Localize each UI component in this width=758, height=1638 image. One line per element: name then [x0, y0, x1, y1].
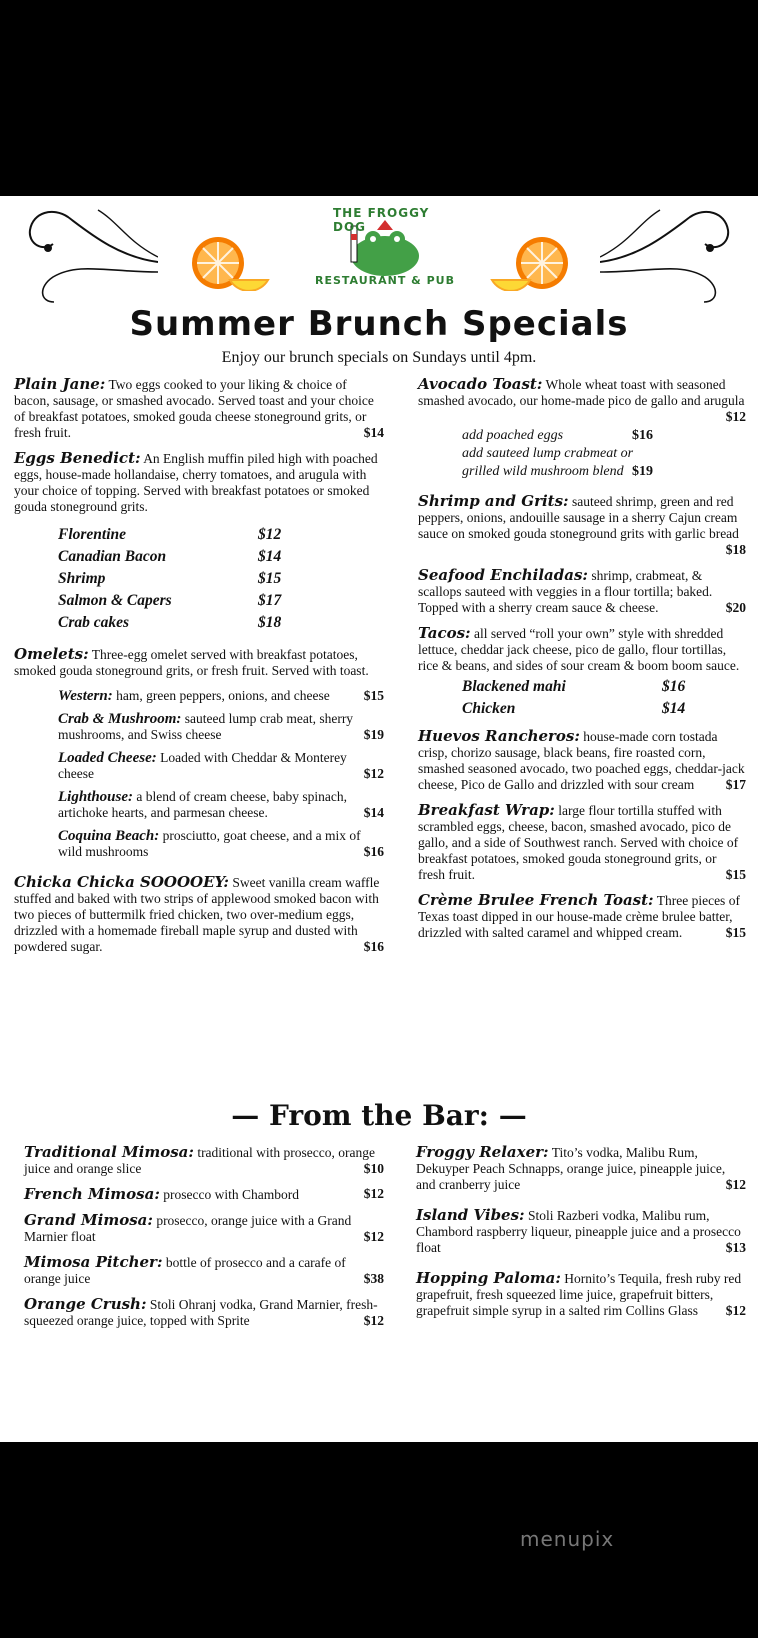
item-description: Sweet vanilla cream waffle stuffed and baked with two strips of applewood smoked bacon with two pieces of buttermilk fried chicken, two over-medium eggs, drizzled with a homemade fireball maple syrup and dusted with powdered sugar.: [14, 875, 380, 954]
option-row: [58, 546, 384, 568]
option-row: [462, 676, 746, 698]
drink-item: [24, 1254, 384, 1287]
option-name: Coquina Beach:: [58, 828, 160, 844]
item-name: Huevos Rancheros:: [418, 727, 580, 745]
drink-description: Tito’s vodka, Malibu Rum, Dekuyper Peach Schnapps, orange juice, pineapple juice, and cranberry juice: [416, 1145, 726, 1192]
option-name: Canadian Bacon: [58, 548, 167, 565]
option-price: $14: [258, 548, 282, 565]
swirl-ornament-left: [8, 202, 158, 312]
drink-price: $13: [725, 1240, 746, 1255]
option-price: $15: [258, 570, 282, 587]
menu-item: [418, 493, 746, 558]
option-row: [58, 612, 384, 634]
item-description: house-made corn tostada crisp, chorizo sausage, black beans, fire roasted corn, smashed seasoned avocado, two poached eggs, cheddar-jack cheese, Pico de Gallo and drizzled with sour cream: [418, 729, 745, 792]
option-price: $12: [258, 526, 282, 543]
orange-slice-icon: [490, 236, 572, 291]
option-price: $12: [363, 766, 384, 781]
drink-description: bottle of prosecco and a carafe of orange juice: [24, 1255, 346, 1286]
swirl-ornament-right: [600, 202, 750, 312]
option-row: [462, 698, 746, 720]
logo-bottom-text: RESTAURANT & PUB: [315, 274, 455, 287]
item-price: $17: [725, 777, 746, 792]
item-price: $12: [725, 409, 746, 424]
drink-description: Hornito’s Tequila, fresh ruby red grapefruit, fresh squeezed lime juice, grapefruit bitters, grapefruit simple syrup in a salted rim Collins Glass: [416, 1271, 742, 1318]
item-description: large flour tortilla stuffed with scrambled eggs, cheese, bacon, smashed avocado, pico de gallo, and a side of Southwest ranch. Served with choice of breakfast potatoes, smoked gouda stoneground grits, or fresh fruit.: [418, 803, 739, 882]
addon-price: $16: [632, 428, 653, 443]
drink-item: [24, 1212, 384, 1245]
item-name: Eggs Benedict:: [14, 449, 141, 467]
item-name: Crème Brulee French Toast:: [418, 891, 654, 909]
drink-description: traditional with prosecco, orange juice and orange slice: [24, 1145, 376, 1176]
menu-item: [418, 376, 746, 425]
drink-name: Hopping Paloma:: [416, 1269, 561, 1287]
option-row: [58, 524, 384, 546]
option-name: Blackened mahi: [462, 678, 566, 695]
drink-price: $12: [363, 1313, 384, 1328]
omelet-option: [58, 688, 384, 704]
option-description: sauteed lump crab meat, sherry mushrooms, and Swiss cheese: [58, 711, 354, 742]
drink-price: $12: [363, 1186, 384, 1201]
item-name: Chicka Chicka SOOOOEY:: [14, 873, 229, 891]
option-name: Chicken: [462, 700, 516, 717]
drink-price: $38: [363, 1271, 384, 1286]
menu-item: [14, 874, 384, 955]
menu-item: [14, 646, 384, 679]
menu-item: [14, 450, 384, 515]
item-name: Seafood Enchiladas:: [418, 566, 588, 584]
orange-slice-icon: [188, 236, 270, 291]
option-description: prosciutto, goat cheese, and a mix of wild mushrooms: [58, 828, 361, 859]
item-description: Three-egg omelet served with breakfast potatoes, smoked gouda stoneground grits, or fresh fruit. Served with toast.: [14, 647, 369, 678]
item-name: Omelets:: [14, 645, 89, 663]
option-name: Shrimp: [58, 570, 106, 587]
option-price: $16: [363, 844, 384, 859]
drink-description: Stoli Ohranj vodka, Grand Marnier, fresh-squeezed orange juice, topped with Sprite: [24, 1297, 378, 1328]
drink-description: prosecco, orange juice with a Grand Marnier float: [24, 1213, 352, 1244]
menu-item: [418, 567, 746, 616]
item-description: sauteed shrimp, green and red peppers, onions, andouille sausage in a sherry Cajun cream sauce on smoked gouda stoneground grits with garlic bread: [418, 494, 739, 541]
watermark: menupix: [520, 1527, 615, 1551]
drink-price: $10: [363, 1161, 384, 1176]
option-name: Lighthouse:: [58, 789, 134, 805]
addon-row: [462, 445, 652, 481]
menu-page: [0, 196, 758, 1442]
left-column: [14, 376, 384, 964]
drink-name: Orange Crush:: [24, 1295, 147, 1313]
option-row: [58, 590, 384, 612]
drink-name: Mimosa Pitcher:: [24, 1253, 163, 1271]
omelet-option: [58, 789, 384, 821]
drink-item: [416, 1144, 746, 1193]
omelet-option: [58, 711, 384, 743]
option-name: Western:: [58, 688, 113, 704]
drink-item: [24, 1296, 384, 1329]
option-price: $18: [258, 614, 282, 631]
item-price: $16: [363, 939, 384, 954]
right-column: [418, 376, 746, 950]
drink-price: $12: [725, 1177, 746, 1192]
item-price: $15: [725, 867, 746, 882]
item-price: $14: [363, 425, 384, 440]
option-name: Loaded Cheese:: [58, 750, 157, 766]
item-name: Plain Jane:: [14, 375, 106, 393]
menu-item: [14, 376, 384, 441]
benedict-options: [14, 524, 384, 634]
item-name: Breakfast Wrap:: [418, 801, 555, 819]
drink-name: Grand Mimosa:: [24, 1211, 153, 1229]
option-price: $14: [363, 805, 384, 820]
addon-row: [462, 427, 746, 445]
bar-right-column: [416, 1144, 746, 1328]
option-name: Crab & Mushroom:: [58, 711, 182, 727]
omelet-option: [58, 750, 384, 782]
page-subtitle: Enjoy our brunch specials on Sundays until 4pm.: [221, 349, 537, 366]
drink-description: prosecco with Chambord: [163, 1187, 299, 1202]
option-price: $14: [662, 700, 686, 717]
item-name: Tacos:: [418, 624, 471, 642]
omelet-option: [58, 828, 384, 860]
option-name: Florentine: [58, 526, 127, 543]
addon-label: add sauteed lump crabmeat or grilled wild mushroom blend: [462, 446, 634, 479]
item-description: An English muffin piled high with poached eggs, house-made hollandaise, cherry tomatoes, and arugula with your choice of topping. Served with breakfast potatoes or smoked gouda stoneground grits.: [14, 451, 378, 514]
option-price: $16: [662, 678, 686, 695]
menu-header: [0, 196, 758, 371]
menu-item: [418, 802, 746, 883]
drink-description: Stoli Razberi vodka, Malibu rum, Chambord raspberry liqueur, pineapple juice and a prosecco float: [416, 1208, 741, 1255]
option-price: $17: [258, 592, 282, 609]
item-name: Avocado Toast:: [418, 375, 543, 393]
froggy-dog-logo: [315, 204, 455, 294]
option-price: $15: [363, 688, 384, 703]
item-description: Whole wheat toast with seasoned smashed avocado, our home-made pico de gallo and arugula: [418, 377, 745, 408]
item-description: shrimp, crabmeat, & scallops sauteed with veggies in a flour tortilla; baked. Topped with a sherry cream sauce & cheese.: [418, 568, 713, 615]
item-description: Two eggs cooked to your liking & choice of bacon, sausage, or smashed avocado. Served toast and your choice of breakfast potatoes, smoked gouda cheese stoneground grits, or fresh fruit.: [14, 377, 374, 440]
drink-name: Froggy Relaxer:: [416, 1143, 549, 1161]
bar-left-column: [24, 1144, 384, 1338]
taco-options: [418, 676, 746, 720]
item-description: all served “roll your own” style with shredded lettuce, cheddar jack cheese, pico de gallo, flour tortillas, rice & beans, and sides of sour cream & boom boom sauce.: [418, 626, 740, 673]
drink-item: [416, 1207, 746, 1256]
drink-item: [416, 1270, 746, 1319]
item-price: $18: [725, 542, 746, 557]
page-title: Summer Brunch Specials: [129, 304, 629, 344]
option-description: Loaded with Cheddar & Monterey cheese: [58, 750, 347, 781]
option-name: Crab cakes: [58, 614, 130, 631]
option-description: a blend of cream cheese, baby spinach, artichoke hearts, and parmesan cheese.: [58, 789, 348, 820]
item-price: $15: [725, 925, 746, 940]
drink-price: $12: [725, 1303, 746, 1318]
drink-name: Island Vibes:: [416, 1206, 525, 1224]
option-price: $19: [363, 727, 384, 742]
option-description: ham, green peppers, onions, and cheese: [116, 688, 330, 703]
drink-item: [24, 1144, 384, 1177]
item-description: Three pieces of Texas toast dipped in our house-made crème brulee batter, drizzled with salted caramel and whipped cream.: [418, 893, 740, 940]
item-price: $20: [725, 600, 746, 615]
menu-item: [418, 892, 746, 941]
logo-top-text: THE FROGGY DOG: [333, 206, 430, 234]
drink-name: Traditional Mimosa:: [24, 1143, 194, 1161]
bar-section-title: — From the Bar: —: [231, 1099, 527, 1132]
option-row: [58, 568, 384, 590]
option-name: Salmon & Capers: [58, 592, 172, 609]
menu-item: [418, 625, 746, 674]
drink-price: $12: [363, 1229, 384, 1244]
addon-label: add poached eggs: [462, 428, 564, 443]
drink-item: [24, 1186, 384, 1203]
menu-item: [418, 728, 746, 793]
drink-name: French Mimosa:: [24, 1185, 160, 1203]
item-name: Shrimp and Grits:: [418, 492, 569, 510]
addon-price: $19: [632, 464, 653, 479]
